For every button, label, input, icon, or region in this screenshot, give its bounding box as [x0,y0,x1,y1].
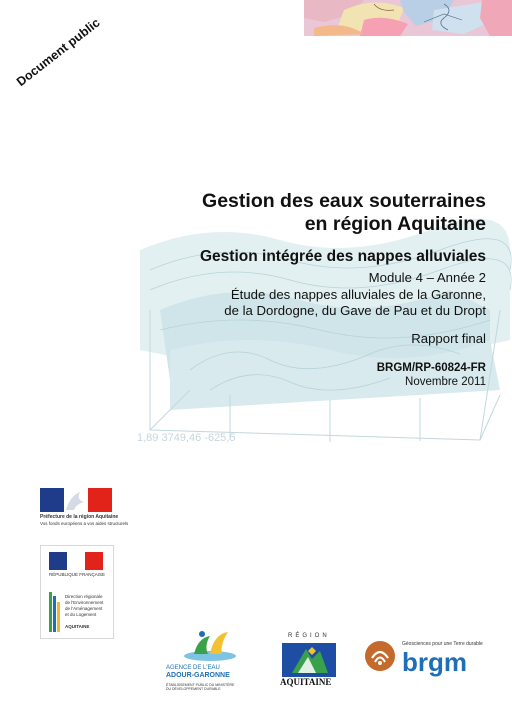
adour-line-1: AGENCE DE L'EAU [166,665,220,671]
report-type: Rapport final [411,331,486,346]
aquitaine-emblem-icon [282,643,336,677]
adour-line-2: ADOUR-GARONNE [166,672,230,679]
adour-line-4: DU DÉVELOPPEMENT DURABLE [166,687,221,691]
adour-line-3: ÉTABLISSEMENT PUBLIC DU MINISTÈRE [166,683,235,687]
dreal-text-4: et du Logement [65,612,97,617]
dreal-region: AQUITAINE [65,624,90,629]
background-coordinates: 1,89 3749,46 -625,5 [137,432,236,444]
study-description [224,270,486,320]
report-date: Novembre 2011 [405,376,486,388]
prefecture-name: Préfecture de la région Aquitaine [40,514,119,520]
subtitle: Gestion intégrée des nappes alluviales [200,248,486,265]
brgm-emblem-icon [364,640,396,672]
republique-francaise-label: RÉPUBLIQUE FRANÇAISE [49,572,106,577]
aquitaine-bottom-label: AQUITAINE [280,677,332,687]
dreal-text-1: Direction régionale [65,594,103,599]
dreal-color-bars-icon [49,592,61,632]
document-public-stamp: Document public [14,15,103,90]
dreal-text-3: de l'Aménagement [65,606,103,611]
title-line-2: en région Aquitaine [304,213,486,235]
region-aquitaine-logo [280,634,338,692]
report-number: BRGM/RP-60824-FR [376,362,486,374]
dreal-logo [40,545,114,639]
dreal-text-2: de l'Environnement [65,600,104,605]
prefecture-logo [40,488,129,528]
study-line-2: de la Dordogne, du Gave de Pau et du Dropt [224,303,486,318]
water-drop-icon [180,628,240,662]
title-line-1: Gestion des eaux souterraines [202,190,486,212]
aquitaine-top-label: RÉGION [288,633,330,639]
adour-garonne-logo [166,628,250,694]
geological-map-image [304,0,512,36]
marianne-flag-icon [40,488,112,512]
module-line: Module 4 – Année 2 [368,270,486,285]
brgm-tagline: Géosciences pour une Terre durable [402,641,483,647]
study-line-1: Étude des nappes alluviales de la Garonne, [230,286,486,302]
prefecture-caption: Vos fonds européens a vos aides structurels [40,521,129,526]
brgm-name: brgm [402,647,467,677]
marianne-flag-icon [49,552,103,570]
brgm-logo [364,638,496,682]
page-title [202,190,486,236]
